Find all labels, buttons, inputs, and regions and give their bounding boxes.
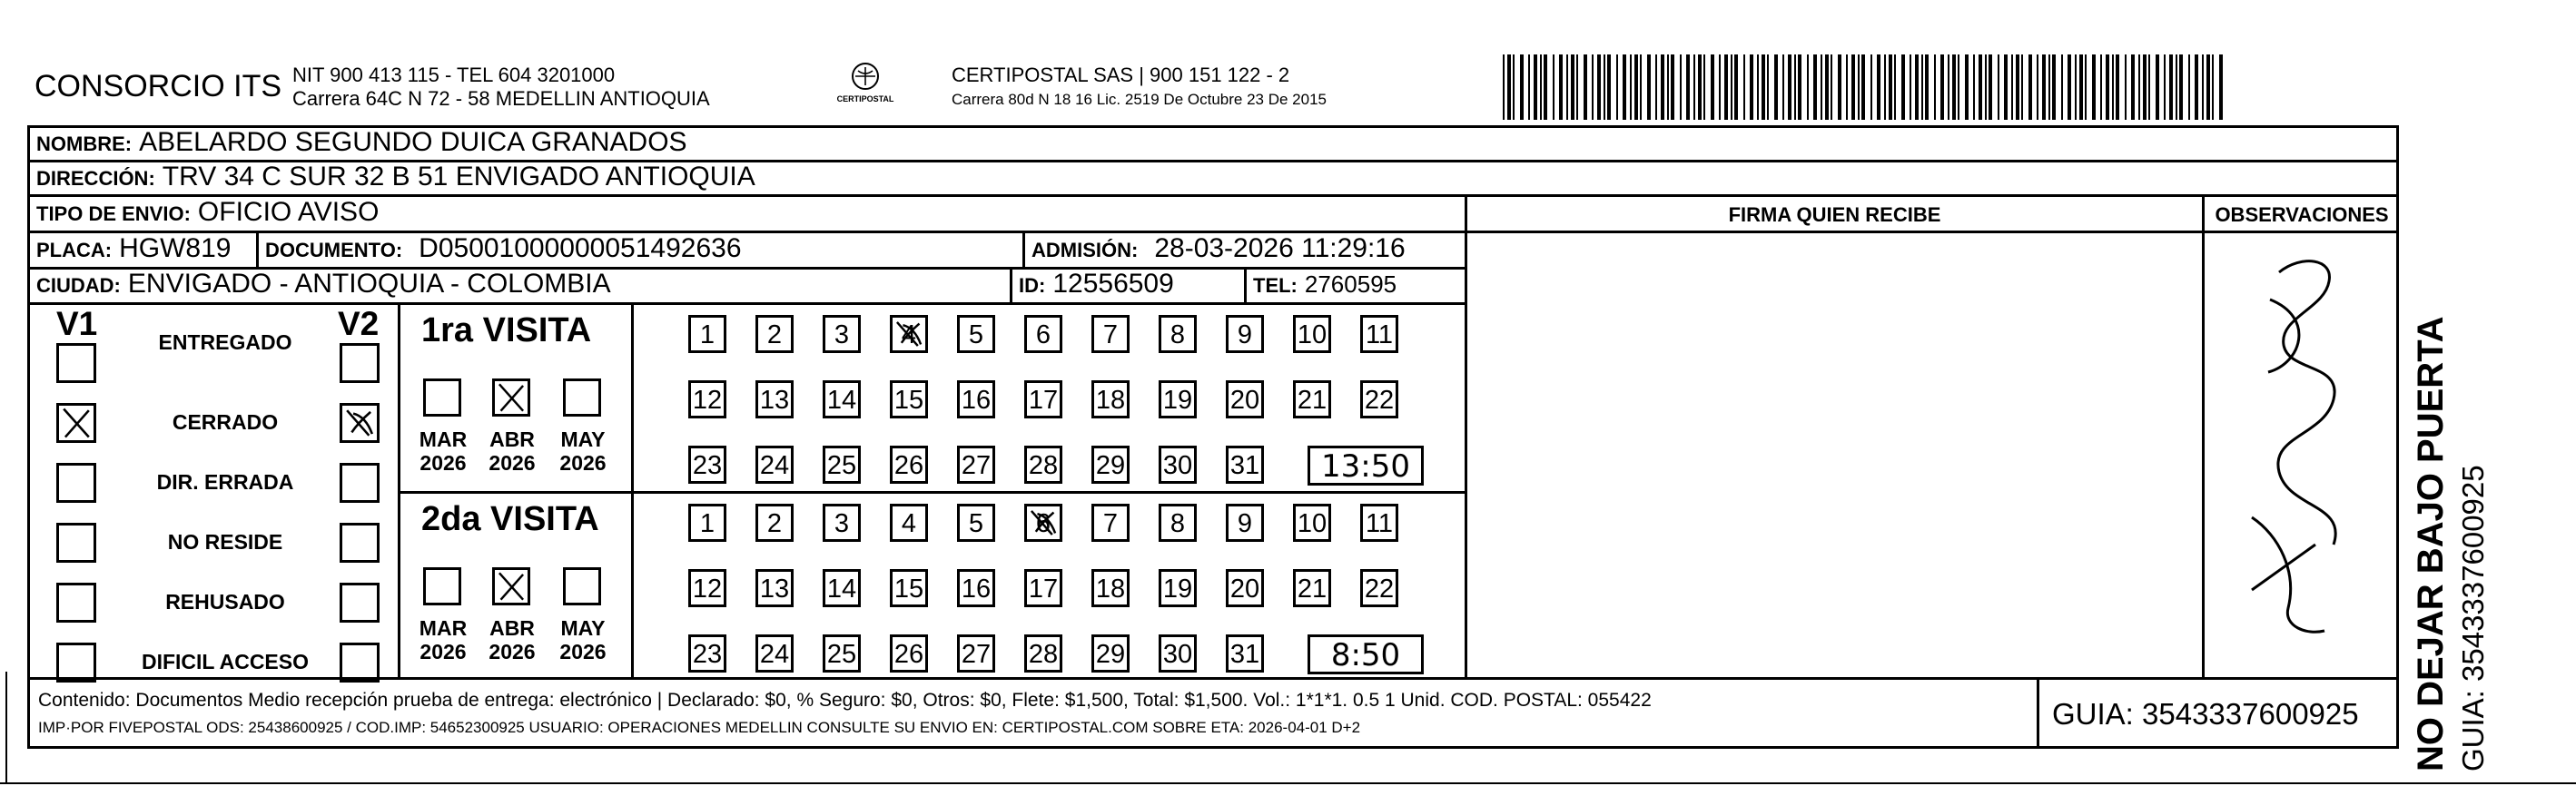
no-dejar-text: NO DEJAR BAJO PUERTA — [2411, 316, 2451, 771]
day-box[interactable]: 31 — [1226, 634, 1264, 673]
checkmark-icon — [495, 570, 528, 603]
documento-label: DOCUMENTO: — [265, 239, 403, 261]
v2-checkbox[interactable] — [340, 643, 380, 683]
visit-time[interactable]: 13:50 — [1308, 446, 1424, 486]
month-label: ABR 2026 — [489, 427, 536, 475]
day-box[interactable]: 12 — [688, 569, 726, 607]
day-box[interactable]: 26 — [890, 446, 928, 484]
tipo-row — [36, 197, 379, 228]
day-box[interactable]: 4 — [890, 315, 928, 353]
month-checkbox[interactable] — [492, 567, 530, 605]
month-label: MAY 2026 — [559, 427, 607, 475]
day-box[interactable]: 9 — [1226, 504, 1264, 542]
tel-value: 2760595 — [1304, 270, 1397, 298]
day-box[interactable]: 14 — [823, 380, 861, 418]
v1-checkbox[interactable] — [56, 523, 96, 563]
visit-time[interactable]: 8:50 — [1308, 634, 1424, 674]
firma-header: FIRMA QUIEN RECIBE — [1728, 203, 1941, 226]
company-name: CONSORCIO ITS — [35, 69, 282, 103]
month-checkbox[interactable] — [492, 378, 530, 417]
v2-checkbox[interactable] — [340, 343, 380, 383]
day-box[interactable]: 27 — [957, 446, 995, 484]
day-box[interactable]: 13 — [755, 380, 794, 418]
day-box[interactable]: 3 — [823, 504, 861, 542]
documento-value: D05001000000051492636 — [419, 233, 742, 263]
ciudad-value: ENVIGADO - ANTIOQUIA - COLOMBIA — [127, 269, 611, 299]
day-box[interactable]: 6 — [1024, 504, 1062, 542]
signature-icon — [2216, 245, 2388, 663]
day-box[interactable]: 2 — [755, 315, 794, 353]
day-box[interactable]: 23 — [688, 446, 726, 484]
month-checkbox[interactable] — [423, 567, 461, 605]
day-box[interactable]: 24 — [755, 446, 794, 484]
checkmark-icon — [1027, 506, 1060, 539]
nombre-label: NOMBRE: — [36, 133, 133, 155]
day-box[interactable]: 24 — [755, 634, 794, 673]
month-label: MAR 2026 — [419, 616, 468, 663]
day-box[interactable]: 21 — [1293, 569, 1331, 607]
ciudad-label: CIUDAD: — [36, 274, 121, 297]
day-box[interactable]: 9 — [1226, 315, 1264, 353]
direccion-label: DIRECCIÓN: — [36, 167, 155, 190]
tipo-label: TIPO DE ENVIO: — [36, 202, 191, 225]
day-box[interactable]: 22 — [1360, 569, 1398, 607]
day-box[interactable]: 30 — [1159, 446, 1197, 484]
status-label: DIR. ERRADA — [156, 470, 294, 494]
day-box[interactable]: 30 — [1159, 634, 1197, 673]
admision-value: 28-03-2026 11:29:16 — [1154, 233, 1406, 263]
day-box[interactable]: 17 — [1024, 569, 1062, 607]
v1-checkbox[interactable] — [56, 343, 96, 383]
v1-header: V1 — [56, 305, 98, 342]
status-label: DIFICIL ACCESO — [141, 650, 309, 673]
day-box[interactable]: 19 — [1159, 380, 1197, 418]
svg-text:CERTIPOSTAL: CERTIPOSTAL — [836, 94, 894, 103]
day-box[interactable]: 25 — [823, 634, 861, 673]
day-box[interactable]: 28 — [1024, 634, 1062, 673]
day-box[interactable]: 10 — [1293, 504, 1331, 542]
day-box[interactable]: 11 — [1360, 315, 1398, 353]
day-box[interactable]: 8 — [1159, 504, 1197, 542]
placa-label: PLACA: — [36, 239, 113, 261]
day-box[interactable]: 20 — [1226, 380, 1264, 418]
documento-row — [265, 233, 742, 264]
tel-row — [1253, 270, 1397, 299]
v1-checkbox[interactable] — [56, 463, 96, 503]
day-box[interactable]: 15 — [890, 380, 928, 418]
day-box[interactable]: 17 — [1024, 380, 1062, 418]
v1-checkbox[interactable] — [56, 583, 96, 623]
observaciones-header: OBSERVACIONES — [2215, 203, 2389, 226]
day-box[interactable]: 19 — [1159, 569, 1197, 607]
imp-text: IMP·POR FIVEPOSTAL ODS: 25438600925 / COD.IMP: 54652300925 USUARIO: OPERACIONES MEDELLIN CONSULTE SU ENVIO EN: CERTIPOSTAL.COM SOBRE ETA: 2026-04-01 D+2 — [38, 719, 1361, 736]
v2-header: V2 — [338, 305, 380, 342]
day-box[interactable]: 14 — [823, 569, 861, 607]
day-box[interactable]: 7 — [1091, 504, 1130, 542]
tipo-value: OFICIO AVISO — [197, 197, 380, 227]
day-box[interactable]: 29 — [1091, 634, 1130, 673]
day-box[interactable]: 22 — [1360, 380, 1398, 418]
company-address: Carrera 64C N 72 - 58 MEDELLIN ANTIOQUIA — [292, 87, 710, 110]
day-box[interactable]: 28 — [1024, 446, 1062, 484]
placa-value: HGW819 — [119, 233, 232, 263]
visit-title: 1ra VISITA — [421, 311, 592, 349]
guia-box: GUIA: 3543337600925 — [2052, 697, 2359, 731]
day-box[interactable]: 31 — [1226, 446, 1264, 484]
id-row — [1019, 269, 1174, 300]
day-box[interactable]: 13 — [755, 569, 794, 607]
day-box[interactable]: 26 — [890, 634, 928, 673]
placa-row — [36, 233, 231, 264]
month-checkbox[interactable] — [563, 567, 601, 605]
day-box[interactable]: 18 — [1091, 569, 1130, 607]
status-label: CERRADO — [172, 410, 279, 434]
day-box[interactable]: 5 — [957, 315, 995, 353]
certipostal-logo-icon — [834, 60, 897, 111]
day-box[interactable]: 15 — [890, 569, 928, 607]
day-box[interactable]: 10 — [1293, 315, 1331, 353]
tel-label: TEL: — [1253, 274, 1298, 297]
day-box[interactable]: 16 — [957, 380, 995, 418]
v2-checkbox[interactable] — [340, 403, 380, 443]
checkmark-icon — [342, 406, 377, 440]
day-box[interactable]: 11 — [1360, 504, 1398, 542]
v2-checkbox[interactable] — [340, 463, 380, 503]
day-box[interactable]: 18 — [1091, 380, 1130, 418]
day-box[interactable]: 2 — [755, 504, 794, 542]
month-checkbox[interactable] — [563, 378, 601, 417]
day-box[interactable]: 12 — [688, 380, 726, 418]
admision-row — [1031, 233, 1406, 264]
month-checkbox[interactable] — [423, 378, 461, 417]
certipostal-line: CERTIPOSTAL SAS | 900 151 122 - 2 — [952, 64, 1290, 86]
license-line: Carrera 80d N 18 16 Lic. 2519 De Octubre 23 De 2015 — [952, 91, 1327, 108]
v1-checkbox[interactable] — [56, 403, 96, 443]
day-box[interactable]: 21 — [1293, 380, 1331, 418]
status-label: REHUSADO — [165, 590, 285, 614]
direccion-value: TRV 34 C SUR 32 B 51 ENVIGADO ANTIOQUIA — [162, 162, 755, 192]
side-guia-text: GUIA: 3543337600925 — [2456, 465, 2490, 771]
day-box[interactable]: 8 — [1159, 315, 1197, 353]
barcode-icon — [1503, 54, 2229, 120]
day-box[interactable]: 7 — [1091, 315, 1130, 353]
month-label: ABR 2026 — [489, 616, 536, 663]
month-label: MAY 2026 — [559, 616, 607, 663]
admision-label: ADMISIÓN: — [1031, 239, 1139, 261]
id-value: 12556509 — [1052, 269, 1174, 299]
visit-title: 2da VISITA — [421, 500, 599, 538]
day-box[interactable]: 23 — [688, 634, 726, 673]
day-box[interactable]: 1 — [688, 504, 726, 542]
checkmark-icon — [59, 406, 94, 440]
checkmark-icon — [495, 381, 528, 414]
day-box[interactable]: 27 — [957, 634, 995, 673]
month-label: MAR 2026 — [419, 427, 468, 475]
v2-checkbox[interactable] — [340, 523, 380, 563]
status-label: ENTREGADO — [158, 330, 292, 354]
nit-line: NIT 900 413 115 - TEL 604 3201000 — [292, 64, 616, 86]
v1-checkbox[interactable] — [56, 643, 96, 683]
id-label: ID: — [1019, 274, 1046, 297]
nombre-row — [36, 127, 687, 158]
nombre-value: ABELARDO SEGUNDO DUICA GRANADOS — [139, 127, 687, 157]
ciudad-row — [36, 269, 611, 300]
status-label: NO RESIDE — [167, 530, 283, 554]
day-box[interactable]: 29 — [1091, 446, 1130, 484]
day-box[interactable]: 4 — [890, 504, 928, 542]
day-box[interactable]: 6 — [1024, 315, 1062, 353]
contenido-text: Contenido: Documentos Medio recepción prueba de entrega: electrónico | Declarado: $0, % Seguro: $0, Otros: $0, Flete: $1,500, Total: $1,500. Vol.: 1*1*1. 0.5 1 Unid. COD. POSTAL: 055422 — [38, 690, 1652, 711]
day-box[interactable]: 5 — [957, 504, 995, 542]
day-box[interactable]: 3 — [823, 315, 861, 353]
day-box[interactable]: 20 — [1226, 569, 1264, 607]
day-box[interactable]: 25 — [823, 446, 861, 484]
day-box[interactable]: 16 — [957, 569, 995, 607]
checkmark-icon — [893, 318, 925, 350]
direccion-row — [36, 162, 755, 192]
day-box[interactable]: 1 — [688, 315, 726, 353]
v2-checkbox[interactable] — [340, 583, 380, 623]
